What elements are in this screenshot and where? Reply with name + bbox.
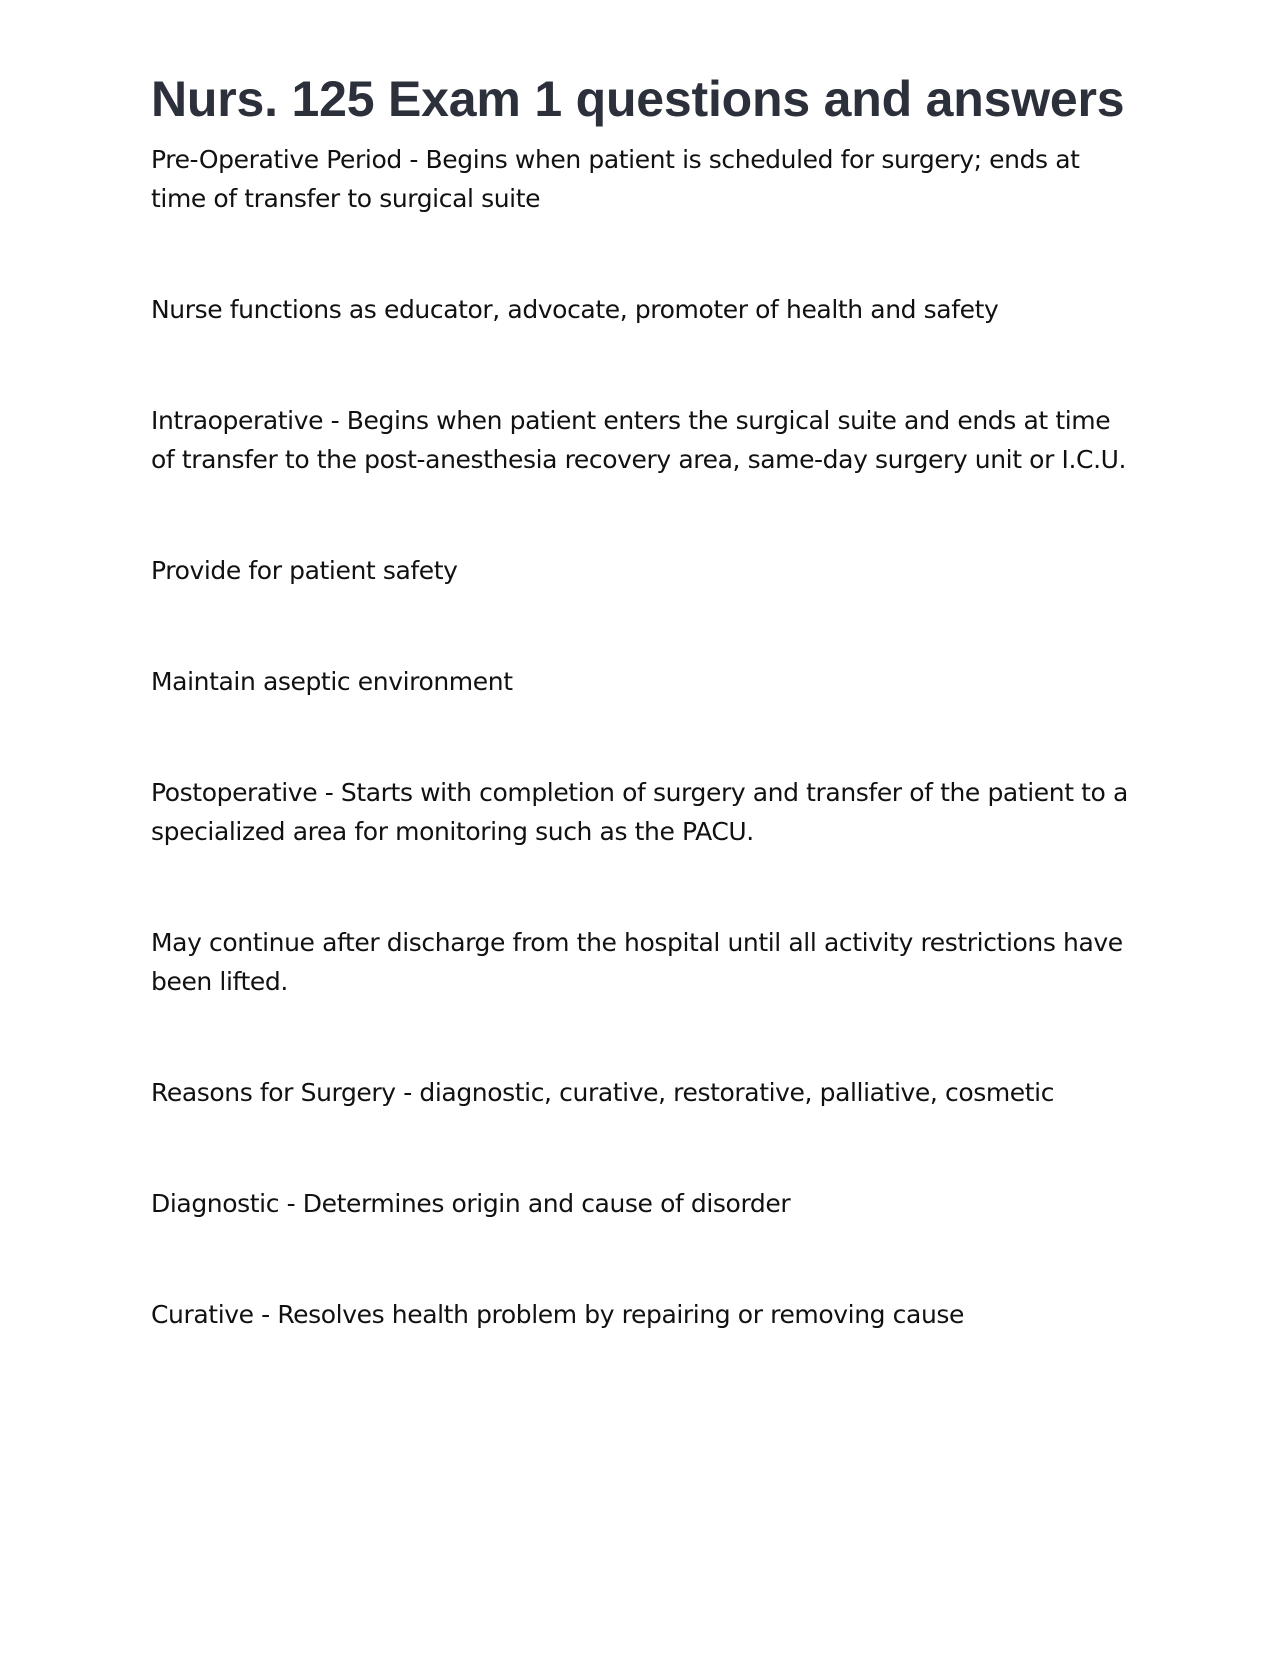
entry-curative: Curative - Resolves health problem by repairing or removing cause [151,1300,964,1329]
document-title: Nurs. 125 Exam 1 questions and answers [151,71,1125,127]
entry-postoperative: Postoperative - Starts with completion of surgery and transfer of the patient to a specialized area for monitoring such as the PACU. [151,778,1128,846]
entry-continue-after-discharge: May continue after discharge from the hospital until all activity restrictions have been lifted. [151,928,1123,996]
entry-intraoperative: Intraoperative - Begins when patient enters the surgical suite and ends at time of transfer to the post-anesthesia recovery area, same-day surgery unit or I.C.U. [151,406,1127,474]
entry-diagnostic: Diagnostic - Determines origin and cause of disorder [151,1189,791,1218]
document-content [151,70,1131,1406]
entry-nurse-functions: Nurse functions as educator, advocate, promoter of health and safety [151,295,999,324]
entry-reasons-for-surgery: Reasons for Surgery - diagnostic, curative, restorative, palliative, cosmetic [151,1078,1055,1107]
entry-pre-operative-period: Pre-Operative Period - Begins when patient is scheduled for surgery; ends at time of transfer to surgical suite [151,145,1080,213]
entry-patient-safety: Provide for patient safety [151,556,458,585]
entry-aseptic-environment: Maintain aseptic environment [151,667,513,696]
entry-list [151,140,1131,1334]
